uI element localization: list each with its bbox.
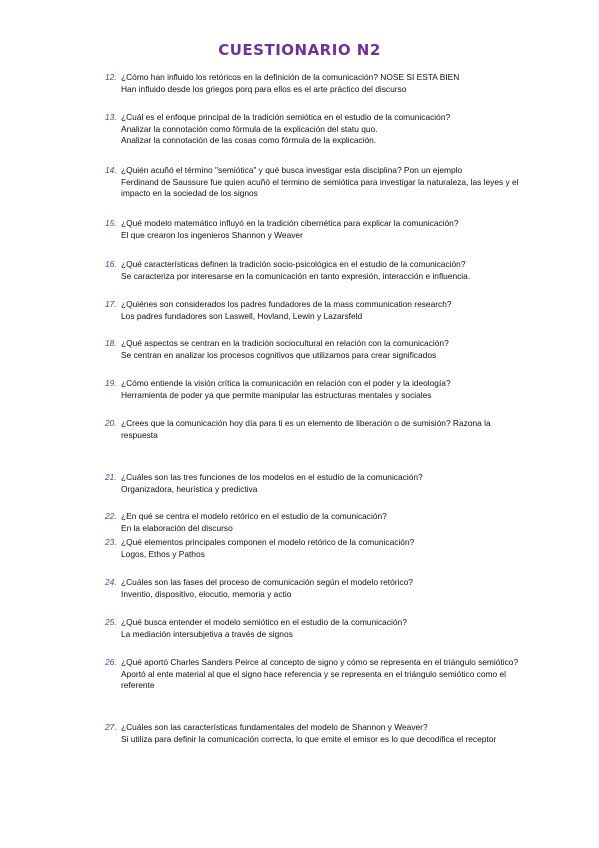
question-text: ¿Qué características definen la tradición socio-psicológica en el estudio de la comunicación? (121, 259, 466, 269)
question-number: 15. (105, 218, 117, 228)
page-title: CUESTIONARIO N2 (218, 41, 381, 59)
answer-text: La mediación intersubjetiva a través de signos (121, 628, 293, 639)
question-number: 14. (105, 165, 117, 175)
question-number: 22. (105, 511, 117, 521)
answer-text: Organizadora, heurística y predictiva (121, 483, 258, 494)
question-number: 23. (105, 537, 117, 547)
question-item (105, 299, 520, 322)
question-number: 26. (105, 657, 117, 667)
answer-text: Inventio, dispositivo, elocutio, memoria y actio (121, 588, 292, 599)
answer-text: Se centran en analizar los procesos cognitivos que utilizamos para crear significados (121, 349, 437, 360)
answer-text: El que crearon los ingenieros Shannon y Weaver (121, 229, 303, 240)
question-item (105, 577, 520, 600)
question-number: 17. (105, 299, 117, 309)
answer-text: Han influido desde los griegos porq para ellos es el arte práctico del discurso (121, 83, 407, 94)
question-text: ¿Quiénes son considerados los padres fundadores de la mass communication research? (121, 299, 452, 309)
question-item (105, 112, 520, 147)
question-text: ¿Quién acuñó el término "semiótica" y qué busca investigar esta disciplina? Pon un ejemplo (121, 165, 463, 175)
question-item (105, 657, 520, 692)
question-item (105, 537, 520, 560)
question-number: 24. (105, 577, 117, 587)
question-text: ¿En qué se centra el modelo retórico en el estudio de la comunicación? (121, 511, 387, 521)
question-item (105, 338, 520, 361)
question-text: ¿Cuáles son las tres funciones de los modelos en el estudio de la comunicación? (121, 472, 423, 482)
question-item (105, 418, 520, 441)
question-text: ¿Cuáles son las características fundamentales del modelo de Shannon y Weaver? (121, 722, 428, 732)
question-item (105, 378, 520, 401)
question-item (105, 218, 520, 241)
question-text: ¿Cuál es el enfoque principal de la tradición semiótica en el estudio de la comunicación? (121, 112, 451, 122)
question-number: 27. (105, 722, 117, 732)
answer-text: Aportó al ente material al que el signo hace referencia y se representa en el triángulo semiótico como el referente (121, 668, 507, 690)
question-item (105, 72, 520, 95)
answer-text: En la elaboración del discurso (121, 522, 233, 533)
question-text: ¿Qué busca entender el modelo semiótico en el estudio de la comunicación? (121, 617, 407, 627)
question-number: 21. (105, 472, 117, 482)
question-item (105, 165, 520, 200)
question-text: ¿Qué aportó Charles Sanders Peirce al concepto de signo y cómo se representa en el triángulo semiótico? (121, 657, 519, 667)
question-number: 13. (105, 112, 117, 122)
question-number: 12. (105, 72, 117, 82)
question-text: ¿Cuáles son las fases del proceso de comunicación según el modelo retórico? (121, 577, 413, 587)
question-item (105, 722, 520, 745)
answer-line: Analizar la connotación de las cosas como fórmula de la explicación. (121, 135, 377, 145)
question-number: 20. (105, 418, 117, 428)
question-text: ¿Qué modelo matemático influyó en la tradición cibernética para explicar la comunicación? (121, 218, 459, 228)
question-number: 18. (105, 338, 117, 348)
question-number: 16. (105, 259, 117, 269)
answer-text (121, 124, 520, 147)
answer-line: Analizar la connotación como fórmula de la explicación del statu quo. (121, 123, 378, 134)
answer-text: Se caracteriza por interesarse en la comunicación en tanto expresión, interacción e influencia. (121, 270, 471, 281)
question-item (105, 617, 520, 640)
question-text: ¿Cómo han influido los retóricos en la definición de la comunicación? NOSE SI ESTA BIEN (121, 72, 460, 82)
answer-text: Logos, Ethos y Pathos (121, 548, 205, 559)
question-item (105, 472, 520, 495)
question-number: 19. (105, 378, 117, 388)
question-text: ¿Qué aspectos se centran en la tradición sociocultural en relación con la comunicación? (121, 338, 449, 348)
question-text: ¿Qué elementos principales componen el modelo retórico de la comunicación? (121, 537, 415, 547)
question-item (105, 259, 520, 282)
answer-text: Ferdinand de Saussure fue quien acuñó el termino de semiótica para investigar la naturaleza, las leyes y el impacto en la sociedad de los signos (121, 176, 519, 198)
answer-text: Herramienta de poder ya que permite manipular las estructuras mentales y sociales (121, 389, 432, 400)
question-item (105, 511, 520, 534)
question-text: ¿Crees que la comunicación hoy día para ti es un elemento de liberación o de sumisión? Razona la respuesta (121, 418, 491, 440)
answer-text: Los padres fundadores son Laswell, Hovland, Lewin y Lazarsfeld (121, 310, 363, 321)
question-text: ¿Cómo entiende la visión crítica la comunicación en relación con el poder y la ideología? (121, 378, 451, 388)
answer-text: Si utiliza para definir la comunicación correcta, lo que emite el emisor es lo que decodifica el receptor (121, 733, 497, 744)
question-number: 25. (105, 617, 117, 627)
